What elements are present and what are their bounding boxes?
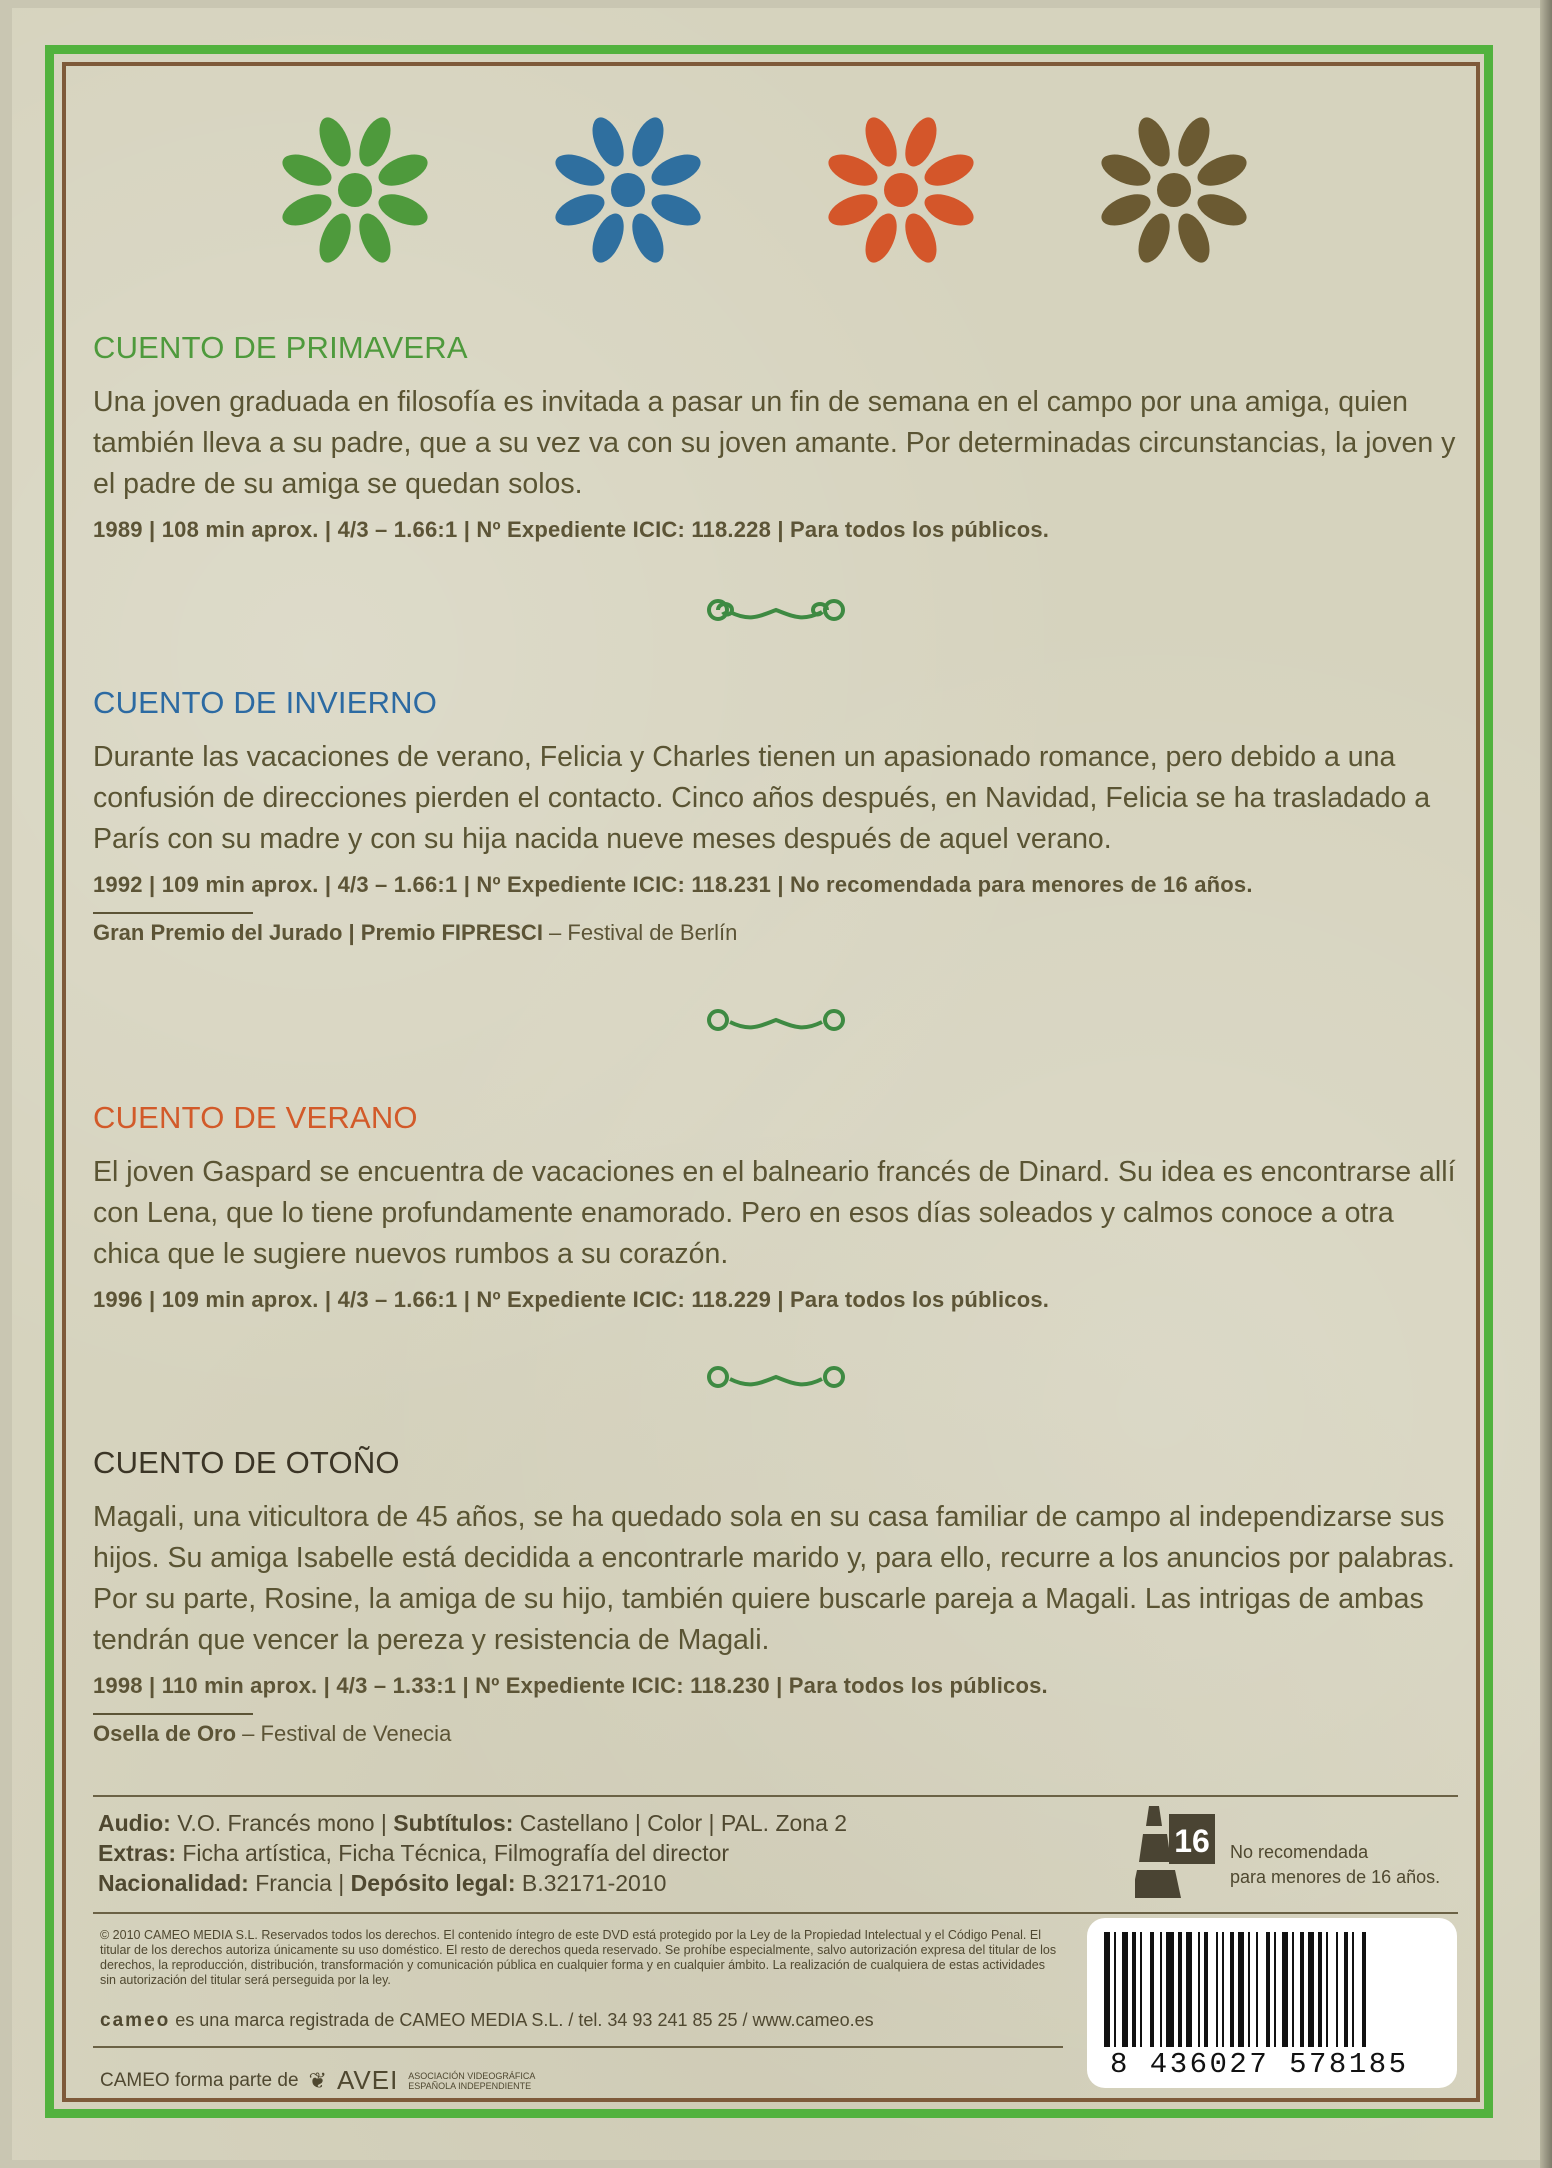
film-meta: 1992 | 109 min aprox. | 4/3 – 1.66:1 | Nº Expediente ICIC: 118.231 | No recomendada para menores de 16 años. xyxy=(93,872,1253,897)
film-primavera xyxy=(93,330,1463,543)
divider-line xyxy=(93,1795,1458,1797)
flower-center xyxy=(611,173,645,207)
nationality-line: Nacionalidad: Francia | Depósito legal: B.32171-2010 xyxy=(98,1870,667,1896)
phone-number: tel. 34 93 241 85 25 xyxy=(578,2010,738,2030)
film-title: CUENTO DE INVIERNO xyxy=(93,685,438,720)
film-synopsis: Durante las vacaciones de verano, Felicia y Charles tienen un apasionado romance, pero debido a una confusión de direcciones pierden el contacto. Cinco años después, en Navidad, Felicia se ha trasladado a París con su madre y con su hija nacida nueve meses después de aquel verano. xyxy=(93,741,1431,855)
rating-line2: para menores de 16 años. xyxy=(1230,1867,1441,1887)
ornament-divider-icon xyxy=(700,1000,852,1040)
avei-subtitle: ASOCIACIÓN VIDEOGRÁFICA ESPAÑOLA INDEPENDIENTE xyxy=(408,2070,536,2091)
cover-edge xyxy=(1540,0,1552,2168)
award-festival: – Festival de Berlín xyxy=(542,920,738,945)
award-rule xyxy=(93,912,253,914)
award-name: Osella de Oro xyxy=(93,1721,237,1746)
cameo-trademark-line: cameo es una marca registrada de CAMEO MEDIA S.L. / tel. 34 93 241 85 25 / www.cameo.es xyxy=(100,2010,874,2031)
divider-line xyxy=(93,1912,1458,1914)
film-synopsis: Una joven graduada en filosofía es invitada a pasar un fin de semana en el campo por una amiga, quien también lleva a su padre, que a su vez va con su joven amante. Por determinadas circunstancias, la joven y el padre de su amiga se quedan solos. xyxy=(93,386,1456,500)
avei-membership xyxy=(100,2065,535,2096)
film-meta: 1998 | 110 min aprox. | 4/3 – 1.33:1 | Nº Expediente ICIC: 118.230 | Para todos los públicos. xyxy=(93,1673,1048,1698)
rating-number: 16 xyxy=(1174,1823,1210,1859)
film-synopsis: El joven Gaspard se encuentra de vacaciones en el balneario francés de Dinard. Su idea es encontrarse allí con Lena, que lo tiene profundamente enamorado. Pero en esos días soleados y calmos conoce a otra chica que le sugiere nuevos rumbos a su corazón. xyxy=(93,1156,1456,1270)
flower-center xyxy=(884,173,918,207)
blue-flower-icon xyxy=(543,105,713,275)
member-text: CAMEO forma parte de xyxy=(100,2069,299,2091)
flower-row xyxy=(270,105,1270,275)
film-verano xyxy=(93,1100,1463,1313)
brown-flower-icon xyxy=(1089,105,1259,275)
avei-emblem-icon: ❦ xyxy=(308,2067,327,2093)
orange-flower-icon xyxy=(816,105,986,275)
age-rating-16-icon xyxy=(1135,1806,1215,1898)
flower-center xyxy=(1157,173,1191,207)
audio-line: Audio: V.O. Francés mono | Subtítulos: Castellano | Color | PAL. Zona 2 xyxy=(98,1810,848,1836)
cameo-logo: cameo xyxy=(100,2010,171,2031)
award-rule xyxy=(93,1713,253,1715)
avei-logo: AVEI xyxy=(336,2065,399,2095)
film-meta: 1989 | 108 min aprox. | 4/3 – 1.66:1 | Nº Expediente ICIC: 118.228 | Para todos los públicos. xyxy=(93,517,1050,542)
tech-specs xyxy=(98,1808,847,1898)
legal-notice: © 2010 CAMEO MEDIA S.L. Reservados todos los derechos. El contenido íntegro de este DVD está protegido por la Ley de la Propiedad Intelectual y el Código Penal. El titular de los derechos autoriza únicamente su uso doméstico. El resto de derechos queda reservado. Se prohíbe especialmente, salvo autorización expresa del titular de los derechos, la reproducción, distribución, transformación y comunicación pública en cualquier forma y en cualquier ámbito. La realización de cualquiera de estas actividades sin autorización del titular será perseguida por la ley. xyxy=(100,1928,1057,1987)
rating-line1: No recomendada xyxy=(1230,1842,1369,1862)
ornament-divider-icon xyxy=(700,590,852,630)
flower-center xyxy=(338,173,372,207)
barcode-icon xyxy=(1102,1932,1442,2047)
ornament-divider-icon xyxy=(700,1357,852,1397)
website-link[interactable]: www.cameo.es xyxy=(752,2010,874,2030)
award-festival: – Festival de Venecia xyxy=(236,1721,452,1746)
film-award xyxy=(93,1721,1463,1747)
extras-line: Extras: Ficha artística, Ficha Técnica, Filmografía del director xyxy=(98,1840,730,1866)
film-award xyxy=(93,920,1463,946)
film-invierno xyxy=(93,685,1463,946)
film-title: CUENTO DE VERANO xyxy=(93,1100,418,1135)
film-title: CUENTO DE PRIMAVERA xyxy=(93,330,468,365)
divider-line xyxy=(93,2046,1063,2048)
award-name: Gran Premio del Jurado | Premio FIPRESCI xyxy=(93,920,543,945)
barcode-number: 8 436027 578185 xyxy=(1110,2048,1409,2081)
film-meta: 1996 | 109 min aprox. | 4/3 – 1.66:1 | Nº Expediente ICIC: 118.229 | Para todos los públicos. xyxy=(93,1287,1050,1312)
film-otono xyxy=(93,1445,1463,1747)
green-flower-icon xyxy=(270,105,440,275)
film-title: CUENTO DE OTOÑO xyxy=(93,1445,400,1480)
film-synopsis: Magali, una viticultora de 45 años, se ha quedado sola en su casa familiar de campo al independizarse sus hijos. Su amiga Isabelle está decidida a encontrarle marido y, para ello, recurre a los anuncios por palabras. Por su parte, Rosine, la amiga de su hijo, también quiere buscarle pareja a Magali. Las intrigas de ambas tendrán que vencer la pereza y resistencia de Magali. xyxy=(93,1501,1455,1656)
rating-text xyxy=(1230,1840,1440,1890)
